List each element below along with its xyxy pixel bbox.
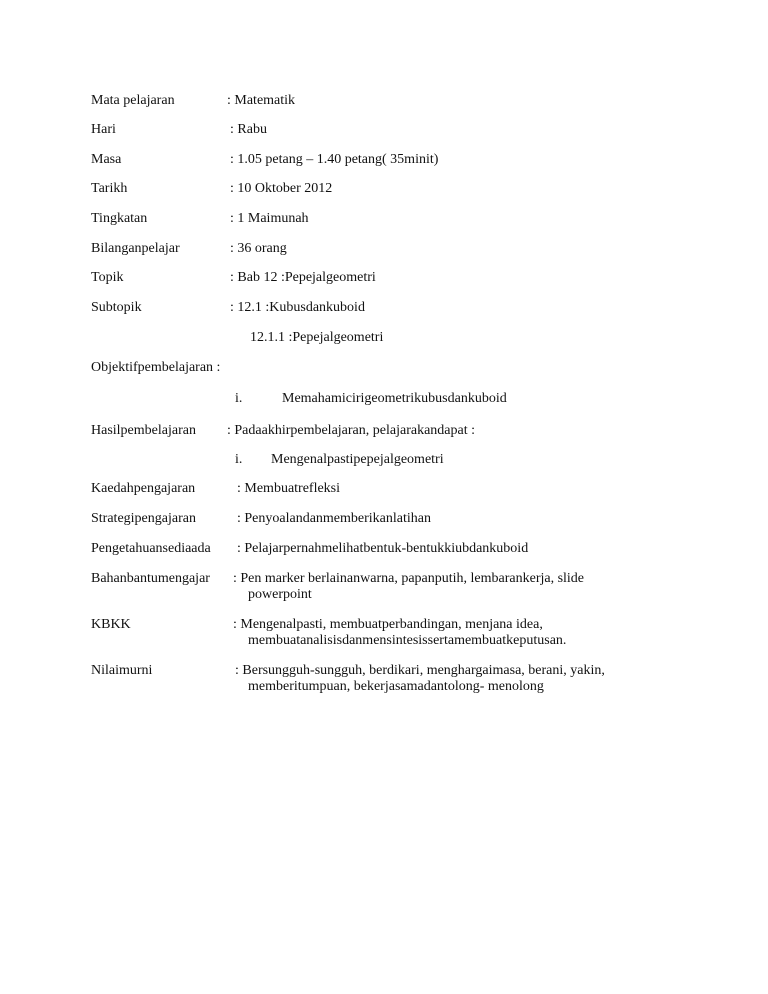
topik-value: : Bab 12 :Pepejalgeometri — [230, 270, 376, 285]
nilai-value-cont: memberitumpuan, bekerjasamadantolong- menolong — [248, 679, 544, 694]
hasil-numeral: i. — [235, 452, 243, 467]
hasil-label: Hasilpembelajaran — [91, 423, 196, 438]
pengetahuan-value: : Pelajarpernahmelihatbentuk-bentukkiubdankuboid — [237, 541, 529, 556]
hasil-item: Mengenalpastipepejalgeometri — [271, 452, 444, 467]
subtopik-label: Subtopik — [91, 300, 142, 315]
hari-label: Hari — [91, 122, 116, 137]
subtopik-value: : 12.1 :Kubusdankuboid — [230, 300, 365, 315]
subtopik-value-sub: 12.1.1 :Pepejalgeometri — [250, 330, 384, 345]
masa-label: Masa — [91, 152, 122, 167]
objektif-numeral: i. — [235, 391, 243, 406]
strategi-label: Strategipengajaran — [91, 511, 196, 526]
kaedah-value: : Membuatrefleksi — [237, 481, 341, 496]
bilangan-pelajar-value: : 36 orang — [230, 241, 287, 256]
kbkk-label: KBKK — [91, 617, 131, 632]
kbkk-value-cont: membuatanalisisdanmensintesissertamembuatkeputusan. — [248, 633, 567, 648]
topik-label: Topik — [91, 270, 124, 285]
bahan-value: : Pen marker berlainanwarna, papanputih, lembarankerja, slide — [233, 571, 585, 586]
tingkatan-label: Tingkatan — [91, 211, 148, 226]
pengetahuan-label: Pengetahuansediaada — [91, 541, 211, 556]
tingkatan-value: : 1 Maimunah — [230, 211, 309, 226]
hasil-value: : Padaakhirpembelajaran, pelajarakandapat : — [227, 423, 475, 438]
nilai-value: : Bersungguh-sungguh, berdikari, menghargaimasa, berani, yakin, — [235, 663, 605, 678]
kaedah-label: Kaedahpengajaran — [91, 481, 196, 496]
objektif-item: Memahamicirigeometrikubusdankuboid — [282, 391, 507, 406]
objektif-label: Objektifpembelajaran : — [91, 360, 221, 375]
mata-pelajaran-value: : Matematik — [227, 93, 296, 108]
kbkk-value: : Mengenalpasti, membuatperbandingan, menjana idea, — [233, 617, 543, 632]
masa-value: : 1.05 petang – 1.40 petang( 35minit) — [230, 152, 439, 167]
tarikh-value: : 10 Oktober 2012 — [230, 181, 333, 196]
hari-value: : Rabu — [230, 122, 267, 137]
tarikh-label: Tarikh — [91, 181, 128, 196]
bilangan-pelajar-label: Bilanganpelajar — [91, 241, 180, 256]
strategi-value: : Penyoalandanmemberikanlatihan — [237, 511, 431, 526]
nilai-label: Nilaimurni — [91, 663, 153, 678]
bahan-value-cont: powerpoint — [248, 587, 312, 602]
bahan-label: Bahanbantumengajar — [91, 571, 210, 586]
mata-pelajaran-label: Mata pelajaran — [91, 93, 175, 108]
